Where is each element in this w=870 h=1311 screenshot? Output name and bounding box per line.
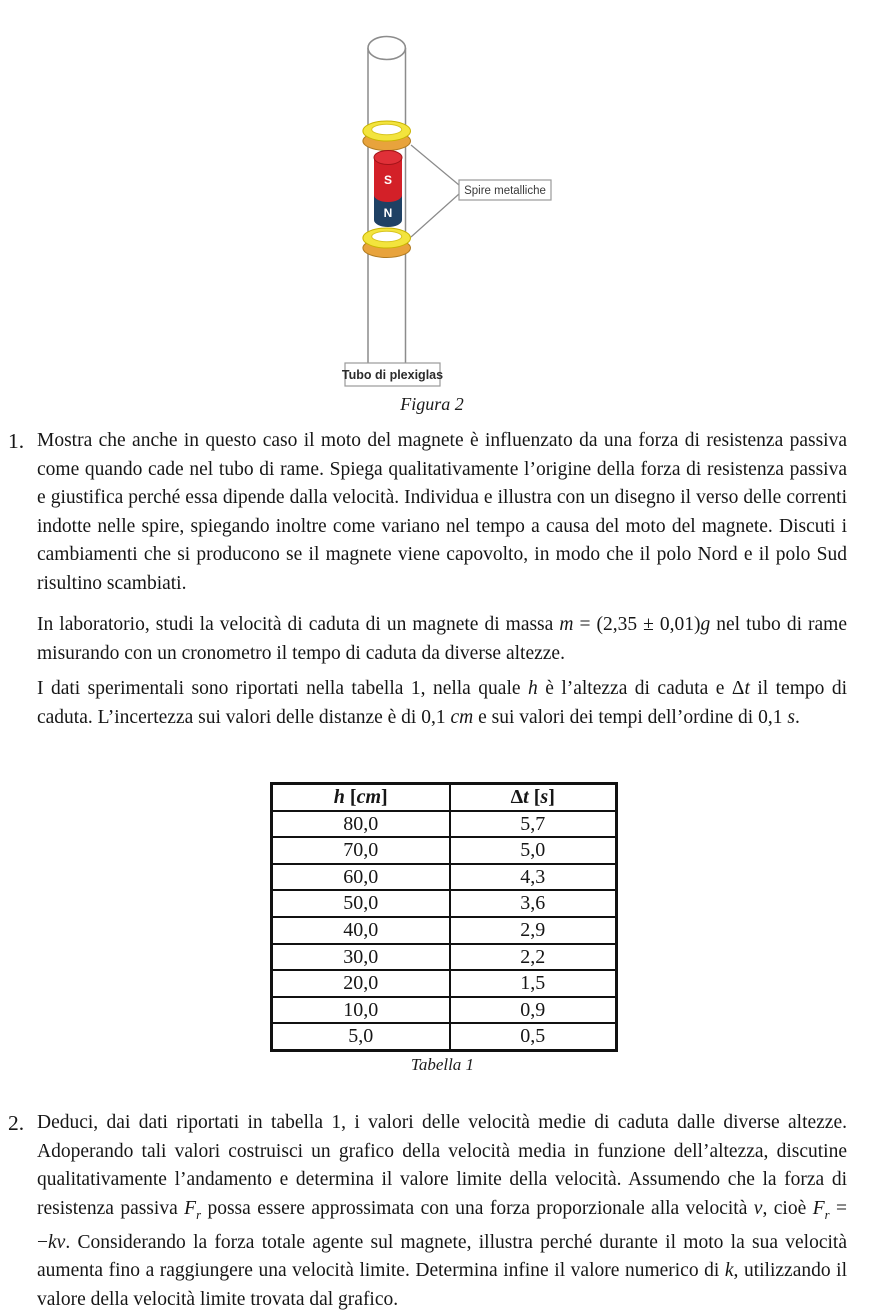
tube-top-opening — [368, 37, 405, 60]
h-value: 5,0 — [272, 1023, 450, 1050]
dt-value: 4,3 — [450, 864, 617, 891]
h-value: 80,0 — [272, 811, 450, 838]
problem-item-2 — [8, 1109, 847, 1311]
text-run: In laboratorio, studi la velocità di caduta di un magnete di massa — [37, 614, 560, 635]
unit-s: s — [787, 706, 795, 728]
h-value: 60,0 — [272, 864, 450, 891]
var-F: F — [812, 1197, 825, 1219]
var-h: h — [528, 678, 538, 699]
dt-value: 2,2 — [450, 944, 617, 971]
h-value: 40,0 — [272, 917, 450, 944]
table-header-row — [272, 784, 617, 811]
dt-value: 0,9 — [450, 997, 617, 1024]
var-v: v — [753, 1197, 763, 1219]
header-var-t: t — [523, 786, 529, 808]
var-g: g — [700, 614, 711, 635]
text-run: . Considerando la forza totale agente sul magnete, illustra perché durante il moto la sua velocità aumenta fino a raggiungere una velocità limite. Determina infine il valore numerico di — [37, 1231, 847, 1282]
item-1-number: 1. — [8, 429, 25, 453]
spire-label-text: Spire metalliche — [464, 185, 546, 197]
table-row — [272, 1023, 617, 1050]
leader-line-bottom-coil — [411, 194, 459, 237]
leader-line-top-coil — [411, 145, 459, 185]
dt-value: 1,5 — [450, 970, 617, 997]
item-1-text: Mostra che anche in questo caso il moto del magnete è influenzato da una forza di resistenza passiva come quando cade nel tubo di rame. Spiega qualitativamente l’origine della forza di resistenza passiva e giustifica perché essa dipende dalla velocità. Individua e illustra con un disegno il verso delle correnti indotte nelle spire, spiegando inoltre come variano nel tempo a causa del moto del magnete. Discuti i cambiamenti che si producono se il magnete viene capovolto, in modo che il polo Nord e il polo Sud risultino scambiati. — [37, 430, 847, 594]
text-run: = − — [37, 1197, 847, 1253]
text-run: il tempo di caduta. L’incertezza sui valori delle distanze è di 0,1 — [37, 678, 847, 728]
header-unit-s: s — [540, 786, 549, 808]
coil-bottom-hole — [372, 231, 402, 241]
table-caption: Tabella 1 — [410, 1054, 475, 1074]
figure-caption: Figura 2 — [400, 394, 464, 414]
table-row — [272, 890, 617, 917]
text-run: ] — [381, 786, 388, 808]
var-m: m — [559, 614, 574, 635]
text-run: [ — [528, 786, 541, 808]
header-delta: Δ — [510, 786, 524, 808]
dt-value: 3,6 — [450, 890, 617, 917]
var-F: F — [184, 1197, 197, 1219]
text-run: nel tubo di rame misurando con un cronometro il tempo di caduta da diverse altezze. — [37, 614, 847, 664]
table-1-container — [270, 782, 615, 1075]
text-run: = (2,35 ± 0,01) — [573, 614, 701, 635]
text-run: e sui valori dei tempi dell’ordine di 0,1 — [473, 706, 788, 728]
h-value: 30,0 — [272, 944, 450, 971]
table-row — [272, 944, 617, 971]
table-header-h — [272, 784, 450, 811]
h-value: 20,0 — [272, 970, 450, 997]
var-r: r — [824, 1207, 830, 1222]
data-paragraph — [37, 675, 847, 732]
figure-2-drawing — [340, 28, 570, 420]
magnet-south-label: S — [383, 173, 393, 187]
table-header-dt — [450, 784, 617, 811]
magnet-north-label: N — [383, 206, 393, 220]
data-table — [270, 782, 618, 1052]
header-var-h: h — [333, 786, 345, 808]
table-row — [272, 864, 617, 891]
table-row — [272, 917, 617, 944]
dt-value: 0,5 — [450, 1023, 617, 1050]
var-r: r — [196, 1207, 202, 1222]
h-value: 10,0 — [272, 997, 450, 1024]
text-run: è l’altezza di caduta e Δ — [537, 678, 745, 699]
problem-item-1 — [8, 427, 847, 598]
header-unit-cm: cm — [356, 786, 382, 808]
lab-paragraph — [37, 611, 847, 668]
item-2-number: 2. — [8, 1111, 25, 1135]
text-run: , utilizzando il valore della velocità limite trovata dal grafico. — [37, 1260, 847, 1310]
unit-cm: cm — [450, 706, 474, 728]
text-run: . — [794, 706, 800, 728]
text-run: [ — [344, 786, 357, 808]
dt-value: 5,7 — [450, 811, 617, 838]
text-run: ] — [548, 786, 555, 808]
table-row — [272, 811, 617, 838]
h-value: 50,0 — [272, 890, 450, 917]
coil-top-hole — [372, 124, 402, 134]
var-kv: kv — [48, 1231, 66, 1253]
magnet-south-top-cap — [374, 151, 402, 165]
text-run: I dati sperimentali sono riportati nella tabella 1, nella quale — [37, 678, 528, 699]
dt-value: 5,0 — [450, 837, 617, 864]
dt-value: 2,9 — [450, 917, 617, 944]
text-run: possa essere approssimata con una forza proporzionale alla velocità — [201, 1197, 754, 1219]
tube-label-text: Tubo di plexiglas — [341, 368, 444, 382]
var-t: t — [744, 678, 750, 699]
text-run: , cioè — [762, 1197, 813, 1219]
table-row — [272, 837, 617, 864]
table-row — [272, 970, 617, 997]
var-k: k — [724, 1260, 734, 1282]
magnet-south-bottom-curve — [374, 188, 402, 202]
item-2-text — [37, 1109, 847, 1311]
figure-2 — [340, 28, 570, 420]
table-row — [272, 997, 617, 1024]
text-run: Deduci, dai dati riportati in tabella 1, i valori delle velocità medie di caduta dalle diverse altezze. Adoperando tali valori costruisci un grafico della velocità media in funzione dell’altezza, discutine qualitativamente l’andamento e determina il valore limite della velocità. Assumendo che la forza di resistenza passiva — [37, 1112, 847, 1219]
h-value: 70,0 — [272, 837, 450, 864]
